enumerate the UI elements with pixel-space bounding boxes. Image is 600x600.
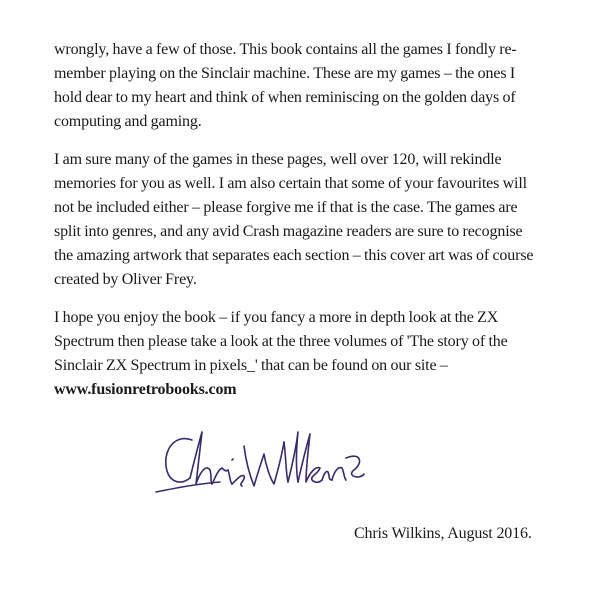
handwritten-signature [146,418,376,508]
sign-off-line: Chris Wilkins, August 2016. [354,525,532,542]
text-line: wrongly, have a few of those. This book contains all the games I fondly re- [54,41,517,58]
closing-paragraph [54,306,574,402]
text-line: hold dear to my heart and think of when reminiscing on the golden days of [54,89,516,106]
text-line: not be included either – please forgive me if that is the case. The games are [54,199,518,216]
text-line: memories for you as well. I am also certain that some of your favourites will [54,175,527,192]
text-line: I am sure many of the games in these pages, well over 120, will rekindle [54,151,502,168]
text-line: I hope you enjoy the book – if you fancy a more in depth look at the ZX [54,309,499,326]
text-line: Spectrum then please take a look at the three volumes of 'The story of the [54,333,508,350]
text-line: computing and gaming. [54,113,202,130]
website-link: www.fusionretrobooks.com [54,381,237,398]
text-line: split into genres, and any avid Crash magazine readers are sure to recognise [54,223,523,240]
text-line: created by Oliver Frey. [54,271,197,288]
games-paragraph [54,148,574,292]
text-line: member playing on the Sinclair machine. These are my games – the ones I [54,65,516,82]
intro-paragraph [54,38,574,134]
text-line: the amazing artwork that separates each section – this cover art was of course [54,247,534,264]
text-line: Sinclair ZX Spectrum in pixels_' that can be found on our site – [54,357,448,374]
